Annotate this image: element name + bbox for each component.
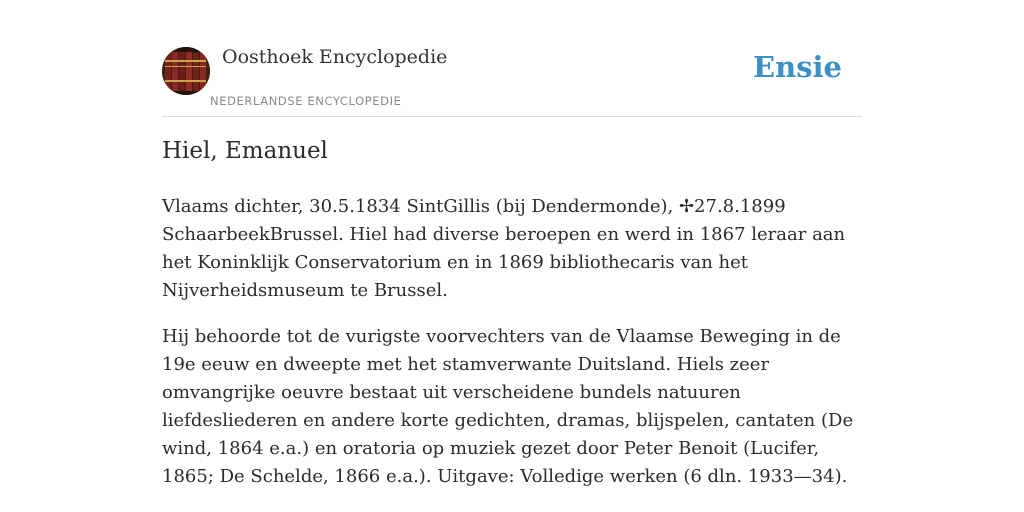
entry-title: Hiel, Emanuel <box>162 138 328 164</box>
encyclopedia-books-icon[interactable] <box>162 47 210 95</box>
entry-body <box>162 193 862 509</box>
site-header <box>162 40 862 117</box>
site-title[interactable]: Oosthoek Encyclopedie <box>222 46 448 68</box>
ensie-logo-link[interactable]: Ensie <box>753 50 842 84</box>
entry-paragraph: Hij behoorde tot de vurigste voorvechters van de Vlaamse Beweging in de 19e eeuw en dweepte met het stamverwante Duitsland. Hiels zeer omvangrijke oeuvre bestaat uit verscheidene bundels natuuren liefdesliederen en andere korte gedichten, dramas, blijspelen, cantaten (De wind, 1864 e.a.) en oratoria op muziek gezet door Peter Benoit (Lucifer, 1865; De Schelde, 1866 e.a.). Uitgave: Volledige werken (6 dln. 1933—34). <box>162 326 854 487</box>
entry-paragraph: Vlaams dichter, 30.5.1834 SintGillis (bij Dendermonde), ✢27.8.1899 SchaarbeekBrussel. Hiel had diverse beroepen en werd in 1867 leraar aan het Koninklijk Conservatorium en in 1869 bibliothecaris van het Nijverheidsmuseum te Brussel. <box>162 196 846 301</box>
site-subtitle: NEDERLANDSE ENCYCLOPEDIE <box>210 94 402 108</box>
